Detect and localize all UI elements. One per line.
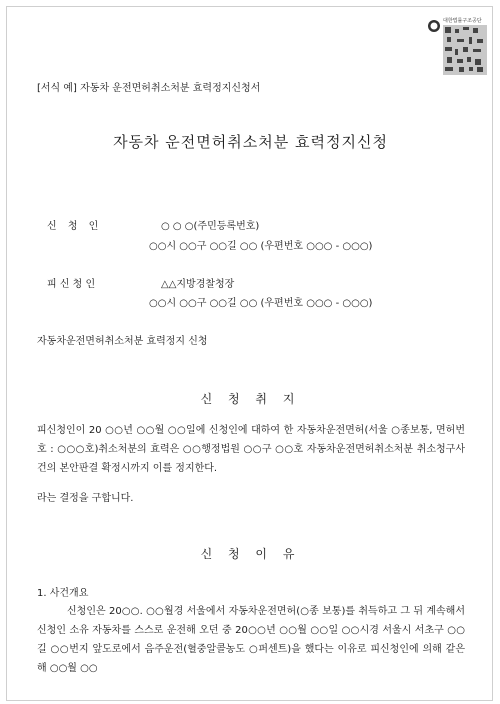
purpose-closing: 라는 결정을 구합니다. [37, 493, 134, 504]
respondent-label: 피 신 청 인 [47, 279, 96, 290]
reasons-heading: 신 청 이 유 [200, 547, 301, 561]
respondent-name: △△지방경찰청장 [161, 279, 235, 290]
case-title: 자동차운전면허취소처분 효력정지 신청 [37, 336, 208, 347]
document-page [6, 6, 493, 701]
applicant-address: ○○시 ○○구 ○○길 ○○ (우편번호 ○○○ - ○○○) [149, 241, 373, 252]
stamp-label: 대한법률구조공단 [443, 18, 482, 24]
respondent-address: ○○시 ○○구 ○○길 ○○ (우편번호 ○○○ - ○○○) [149, 298, 373, 309]
purpose-heading: 신 청 취 지 [200, 392, 301, 406]
form-tag: [서식 예] 자동차 운전면허취소처분 효력정지신청서 [37, 83, 261, 94]
qr-code-icon [425, 17, 489, 77]
reasons-item-1: 1. 사건개요 [37, 588, 89, 599]
applicant-name: ○ ○ ○(주민등록번호) [161, 221, 260, 232]
page-title: 자동차 운전면허취소처분 효력정지신청 [113, 133, 388, 151]
purpose-body: 피신청인이 20 ○○년 ○○월 ○○일에 신청인에 대하여 한 자동차운전면허(서울 ○종보통, 면허번호 : ○○○호)취소처분의 효력은 ○○행정법원 ○○구 ○○호 자동차운전면허취소처분 취소청구사건의 본안판결 확정시까지 이를 정지한다. [37, 425, 465, 474]
reasons-body: 신청인은 20○○. ○○월경 서울에서 자동차운전면허(○종 보통)를 취득하고 그 뒤 계속해서 신청인 소유 자동차를 스스로 운전해 오던 중 20○○년 ○○월 ○○일 ○○시경 서울시 서초구 ○○길 ○○번지 앞도로에서 음주운전(혈중알콜농도 ○퍼센트)을 했다는 이유로 피신청인에 의해 같은 해 ○○월 ○○ [37, 606, 465, 674]
applicant-label: 신 청 인 [47, 221, 99, 232]
